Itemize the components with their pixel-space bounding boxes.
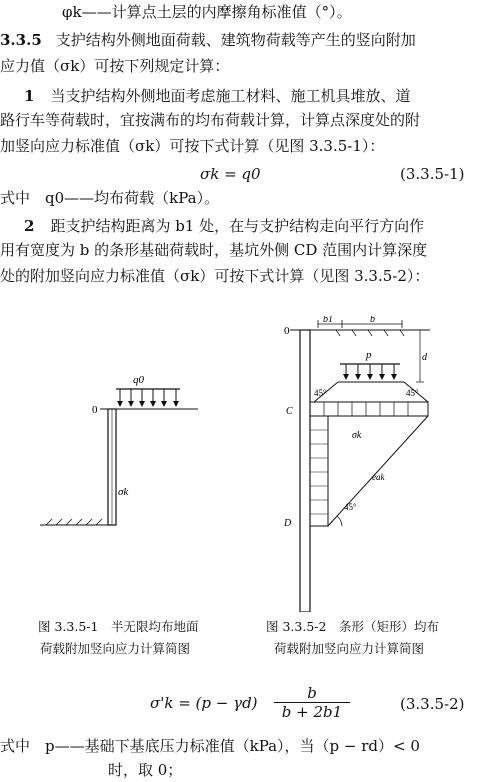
- text-line-phi: φk——计算点土层的内摩擦角标准值（°）。: [62, 3, 352, 21]
- equation-2-fraction: [274, 684, 350, 721]
- load-arrows: [120, 389, 176, 405]
- equation-1: σk = q0: [200, 165, 261, 183]
- d-point-label: D: [284, 518, 292, 529]
- ground-ticks: [336, 330, 404, 336]
- where-q0: 式中 q0——均布荷载（kPa）。: [0, 189, 220, 207]
- b-label: b: [370, 316, 375, 325]
- stress-label: σk: [118, 486, 129, 498]
- ground-zero-label: 0: [284, 325, 290, 337]
- load-arrowheads: [343, 374, 397, 380]
- d-label: d: [422, 352, 427, 363]
- fig1-caption-line1: 图 3.3.5-1 半无限均布地面: [38, 619, 199, 634]
- figure-3-3-5-1: [30, 365, 230, 535]
- where-p-line1: 式中 p——基础下基底压力标准值（kPa），当（p − rd）< 0: [0, 737, 420, 755]
- fig2-caption-line2: 荷载附加竖向应力计算简图: [274, 641, 425, 656]
- figure-3-3-5-2: [280, 316, 470, 612]
- item-text: 当支护结构外侧地面考虑施工材料、施工机具堆放、道: [50, 87, 411, 105]
- failure-diagonal: [328, 416, 428, 526]
- item-number: 2: [24, 217, 35, 235]
- fig2-caption-line1: 图 3.3.5-2 条形（矩形）均布: [266, 619, 439, 634]
- retaining-wall: [300, 330, 310, 612]
- text-line-10: 处的附加竖向应力标准值（σk）可按下式计算（见图 3.3.5-2）：: [0, 267, 430, 285]
- clause-number: 3.3.5: [0, 31, 42, 49]
- b1-label: b1: [323, 316, 333, 325]
- equation-2-number: (3.3.5-2): [400, 695, 465, 713]
- where-p-line2: 时，取 0；: [108, 761, 183, 779]
- angle-left-label: 45°: [314, 388, 327, 398]
- text-line-5: 加竖向应力标准值（σk）可按下式计算（见图 3.3.5-1）：: [0, 137, 385, 155]
- text-line-9: 用有宽度为 b 的条形基础荷载时，基坑外侧 CD 范围内计算深度: [0, 241, 428, 259]
- stress-band-divisions: [324, 402, 408, 416]
- clause-text: 支护结构外侧地面荷载、建筑物荷载等产生的竖向附加: [55, 31, 416, 49]
- item-number: 1: [24, 87, 35, 105]
- equation-2-denominator: b + 2b1: [281, 703, 343, 721]
- stress-band: [310, 402, 428, 416]
- fig1-caption-line2: 荷载附加竖向应力计算简图: [40, 641, 191, 656]
- item-1: [24, 86, 410, 106]
- load-label-q0: q0: [133, 374, 144, 386]
- soil-hatching: [46, 519, 102, 525]
- stress-distribution-divisions: [310, 430, 328, 514]
- angle-bottom-label: 45°: [344, 502, 357, 512]
- angle-arc: [337, 516, 342, 526]
- angle-right-label: 45°: [406, 388, 419, 398]
- equation-1-number: (3.3.5-1): [400, 165, 465, 183]
- c-point-label: C: [286, 406, 293, 417]
- clause-3-3-5: [0, 30, 416, 50]
- equation-2-numerator: b: [274, 684, 350, 703]
- ea-label: eak: [372, 472, 385, 482]
- load-arrowheads: [117, 401, 179, 407]
- p-label: p: [366, 349, 372, 361]
- item-text: 距支护结构距离为 b1 处，在与支护结构走向平行方向作: [50, 217, 425, 235]
- text-line-2: 应力值（σk）可按下列规定计算：: [0, 57, 230, 75]
- equation-2-lhs: σ'k = (p − γd): [150, 694, 258, 712]
- text-line-4: 路行车等荷载时，宜按满布的均布荷载计算，计算点深度处的附: [0, 111, 421, 129]
- item-2: [24, 216, 424, 236]
- ground-zero-label: 0: [92, 404, 98, 416]
- stress-label: σk: [352, 430, 362, 441]
- stress-distribution-cd: [310, 416, 328, 526]
